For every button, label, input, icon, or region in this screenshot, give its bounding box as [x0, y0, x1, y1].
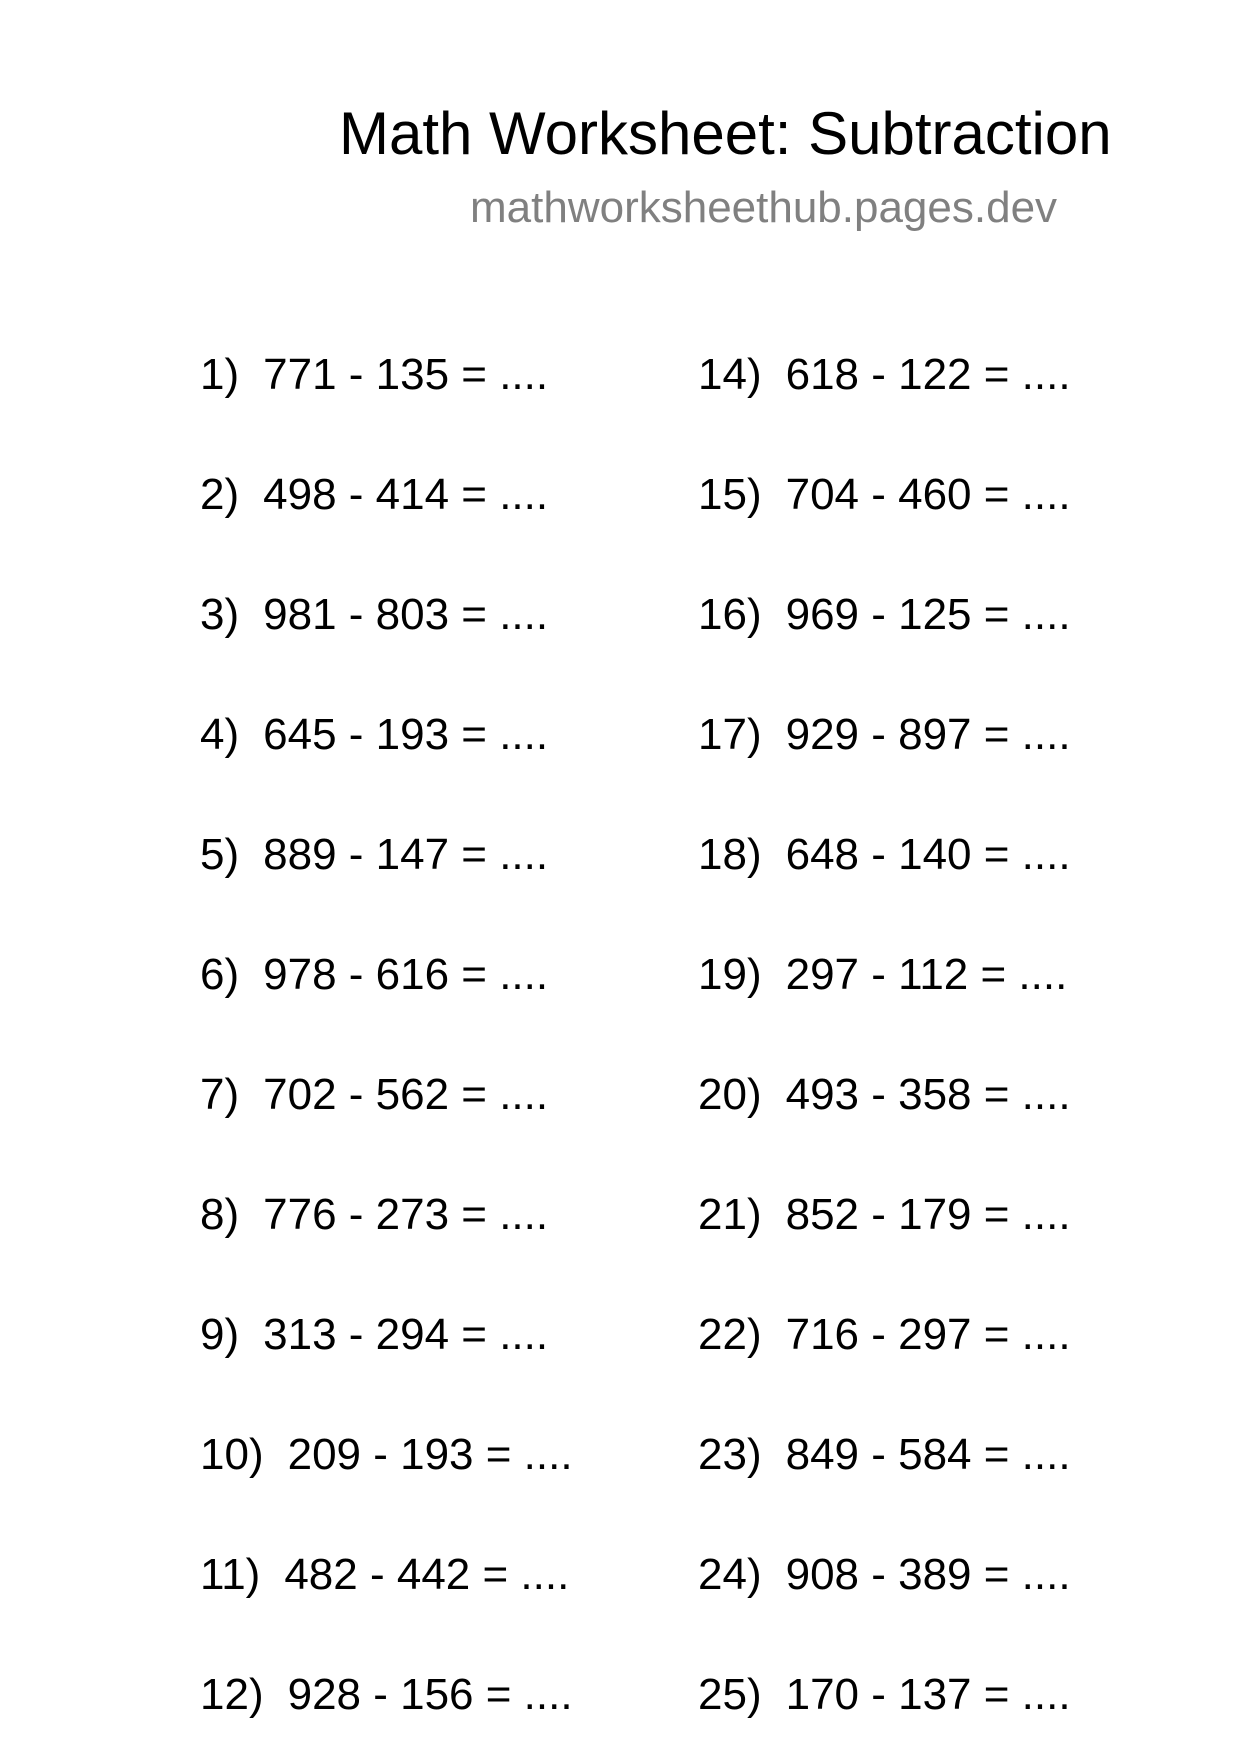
problem-item [200, 1425, 573, 1485]
problem-expression: 702 - 562 = .... [263, 1070, 549, 1119]
problem-item [200, 585, 548, 645]
problem-number: 14) [698, 350, 762, 399]
problem-expression: 978 - 616 = .... [263, 950, 549, 999]
problem-expression: 929 - 897 = .... [785, 710, 1071, 759]
problem-number: 1) [200, 350, 240, 399]
problem-expression: 170 - 137 = .... [785, 1670, 1071, 1719]
problem-number: 22) [698, 1310, 762, 1359]
problem-item [200, 1665, 573, 1725]
problem-item [698, 1065, 1071, 1125]
problem-item [200, 705, 548, 765]
problem-number: 12) [200, 1670, 264, 1719]
problem-item [200, 465, 548, 525]
problem-number: 7) [200, 1070, 240, 1119]
problem-item [698, 705, 1071, 765]
problem-expression: 889 - 147 = .... [263, 830, 549, 879]
problem-number: 8) [200, 1190, 240, 1239]
problem-expression: 969 - 125 = .... [785, 590, 1071, 639]
problem-item [698, 1425, 1071, 1485]
problem-number: 20) [698, 1070, 762, 1119]
problem-item [200, 1305, 548, 1365]
problem-item [698, 825, 1071, 885]
problem-item [698, 585, 1071, 645]
problem-number: 17) [698, 710, 762, 759]
problem-item [698, 1185, 1071, 1245]
problem-expression: 648 - 140 = .... [785, 830, 1071, 879]
problem-number: 2) [200, 470, 240, 519]
problem-number: 5) [200, 830, 240, 879]
problem-item [698, 465, 1071, 525]
problem-number: 18) [698, 830, 762, 879]
problem-expression: 313 - 294 = .... [263, 1310, 549, 1359]
problem-number: 11) [200, 1550, 261, 1599]
problem-item [698, 1545, 1071, 1605]
problem-number: 9) [200, 1310, 240, 1359]
problem-item [698, 1305, 1071, 1365]
worksheet-title: Math Worksheet: Subtraction [339, 100, 1112, 167]
problem-number: 4) [200, 710, 240, 759]
problem-expression: 852 - 179 = .... [785, 1190, 1071, 1239]
problem-item [200, 1065, 548, 1125]
problem-expression: 498 - 414 = .... [263, 470, 549, 519]
problem-expression: 776 - 273 = .... [263, 1190, 549, 1239]
problem-expression: 981 - 803 = .... [263, 590, 549, 639]
problem-expression: 849 - 584 = .... [785, 1430, 1071, 1479]
problem-item [698, 945, 1067, 1005]
problem-expression: 645 - 193 = .... [263, 710, 549, 759]
problem-item [698, 345, 1071, 405]
problem-number: 21) [698, 1190, 762, 1239]
problem-expression: 618 - 122 = .... [785, 350, 1071, 399]
problem-number: 10) [200, 1430, 264, 1479]
problem-number: 24) [698, 1550, 762, 1599]
problem-item [200, 345, 548, 405]
problem-expression: 482 - 442 = .... [284, 1550, 570, 1599]
worksheet-source-url: mathworksheethub.pages.dev [470, 183, 1058, 232]
problem-item [200, 945, 548, 1005]
problem-expression: 716 - 297 = .... [785, 1310, 1071, 1359]
problem-expression: 704 - 460 = .... [785, 470, 1071, 519]
problem-number: 15) [698, 470, 762, 519]
problem-number: 19) [698, 950, 762, 999]
problem-item [200, 825, 548, 885]
problem-number: 16) [698, 590, 762, 639]
problem-expression: 928 - 156 = .... [287, 1670, 573, 1719]
problem-number: 23) [698, 1430, 762, 1479]
problem-item [698, 1665, 1071, 1725]
problem-expression: 493 - 358 = .... [785, 1070, 1071, 1119]
problem-number: 25) [698, 1670, 762, 1719]
problem-expression: 908 - 389 = .... [785, 1550, 1071, 1599]
problem-item [200, 1545, 569, 1605]
problem-expression: 297 - 112 = .... [785, 950, 1068, 999]
problem-number: 3) [200, 590, 240, 639]
problem-expression: 771 - 135 = .... [263, 350, 549, 399]
problem-item [200, 1185, 548, 1245]
problem-number: 6) [200, 950, 240, 999]
problem-expression: 209 - 193 = .... [287, 1430, 573, 1479]
